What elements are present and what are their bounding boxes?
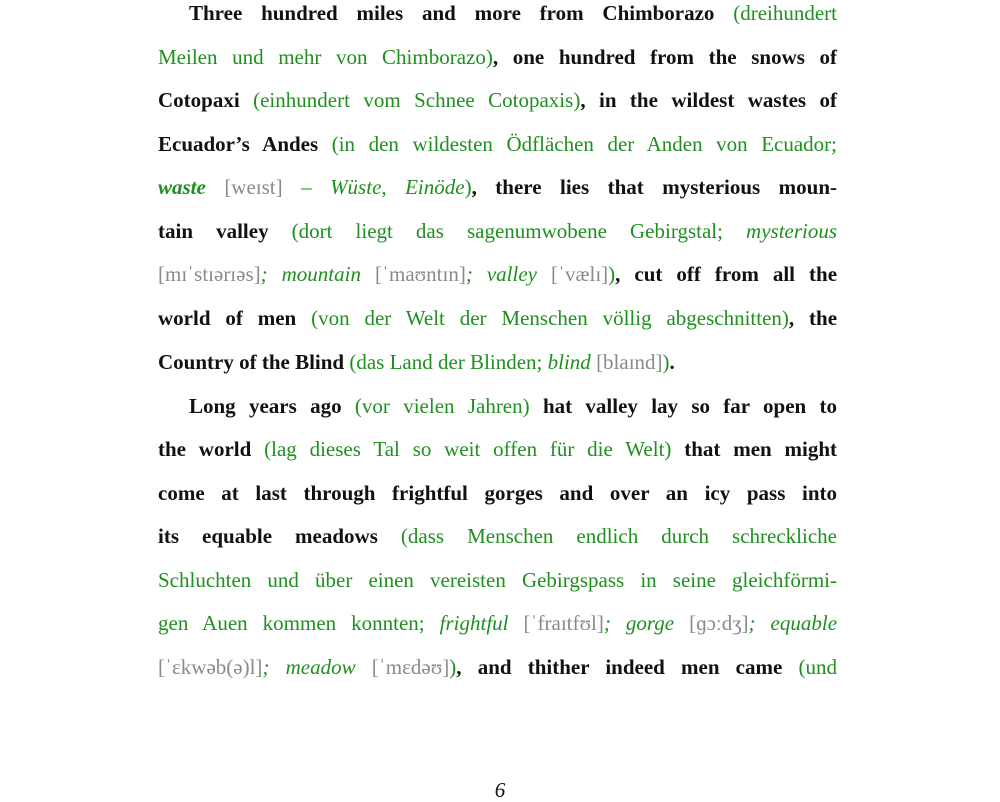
text-line [158, 568, 837, 592]
phonetic-transcription: [ˈmɛdəʊ] [371, 655, 450, 679]
text-line [158, 350, 837, 374]
phonetic-transcription: [ˈfraɪtfʊl] [523, 611, 604, 635]
text-line [158, 611, 837, 635]
german-translation: (lag dieses Tal so weit offen für die Welt) [264, 437, 672, 461]
phonetic-transcription: [ˈmaʊntɪn] [375, 262, 466, 286]
german-translation: (und [798, 655, 837, 679]
german-translation: (einhundert vom Schnee Cotopaxis) [253, 88, 581, 112]
phonetic-transcription: [blaɪnd] [596, 350, 663, 374]
text-line [158, 88, 837, 112]
english-text: . [669, 350, 675, 374]
german-translation: Meilen und mehr von Chimborazo) [158, 45, 493, 69]
closing-paren: ) [662, 350, 670, 374]
english-text: , one hundred from the snows of [492, 45, 837, 69]
english-text: Cotopaxi [158, 88, 240, 112]
text-line [189, 1, 837, 25]
text-line [158, 481, 837, 505]
german-translation: gen Auen kommen konnten; [158, 611, 425, 635]
german-translation: Schluchten und über einen vereisten Gebirgspass in seine gleichförmi- [158, 568, 837, 592]
english-text: its equable meadows [158, 524, 378, 548]
english-text: Country of the Blind [158, 350, 345, 374]
english-text: , cut off from all the [615, 262, 838, 286]
vocab-word: frightful [439, 611, 509, 635]
phonetic-transcription: [mɪˈstɪərɪəs] [158, 262, 261, 286]
english-text: hat valley lay so far open to [542, 394, 838, 418]
phonetic-transcription: [weɪst] [224, 175, 283, 199]
english-text: Long years ago [189, 394, 342, 418]
closing-paren: ) [608, 262, 616, 286]
english-text: tain valley [158, 219, 269, 243]
english-text: , there lies that mysterious moun- [471, 175, 838, 199]
page-number: 6 [494, 778, 506, 802]
english-text: , in the wildest wastes of [580, 88, 837, 112]
text-line [158, 45, 837, 69]
vocab-definition: – Wüste, Einöde [301, 175, 465, 199]
english-text: world of men [158, 306, 297, 330]
closing-paren: ) [464, 175, 472, 199]
german-translation: (von der Welt der Menschen völlig abgeschnitten) [311, 306, 789, 330]
german-translation: (dort liegt das sagenumwobene Gebirgstal; [291, 219, 723, 243]
text-line [158, 175, 837, 199]
phonetic-transcription: [ˈɛkwəb(ə)l] [158, 655, 263, 679]
german-translation: (vor vielen Jahren) [354, 394, 530, 418]
english-text: , and thither indeed men came [456, 655, 783, 679]
german-translation: (dass Menschen endlich durch schreckliche [400, 524, 837, 548]
vocab-word: ; equable [748, 611, 838, 635]
english-text: Ecuador’s Andes [158, 132, 319, 156]
phonetic-transcription: [ˈvælɪ] [551, 262, 609, 286]
text-line [158, 219, 837, 243]
german-translation: (das Land der Blinden; [349, 350, 543, 374]
phonetic-transcription: [ɡɔːdʒ] [689, 611, 749, 635]
vocab-word: blind [547, 350, 591, 374]
text-line [158, 437, 837, 461]
text-line [158, 306, 837, 330]
text-line [158, 132, 837, 156]
vocab-word: ; valley [465, 262, 537, 286]
german-translation: (in den wildesten Ödflächen der Anden von Ecuador; [331, 132, 837, 156]
closing-paren: ) [449, 655, 457, 679]
vocab-word: waste [158, 175, 206, 199]
english-text: Three hundred miles and more from Chimborazo [189, 1, 715, 25]
text-line [158, 655, 837, 679]
text-line [158, 262, 837, 286]
english-text: that men might [684, 437, 838, 461]
vocab-word: mysterious [746, 219, 838, 243]
vocab-word: ; meadow [262, 655, 356, 679]
vocab-word: ; gorge [603, 611, 675, 635]
english-text: the world [158, 437, 252, 461]
text-line [189, 394, 837, 418]
text-line [158, 524, 837, 548]
vocab-word: ; mountain [260, 262, 361, 286]
german-translation: (dreihundert [733, 1, 837, 25]
english-text: , the [788, 306, 838, 330]
english-text: come at last through frightful gorges and over an icy pass into [158, 481, 837, 505]
